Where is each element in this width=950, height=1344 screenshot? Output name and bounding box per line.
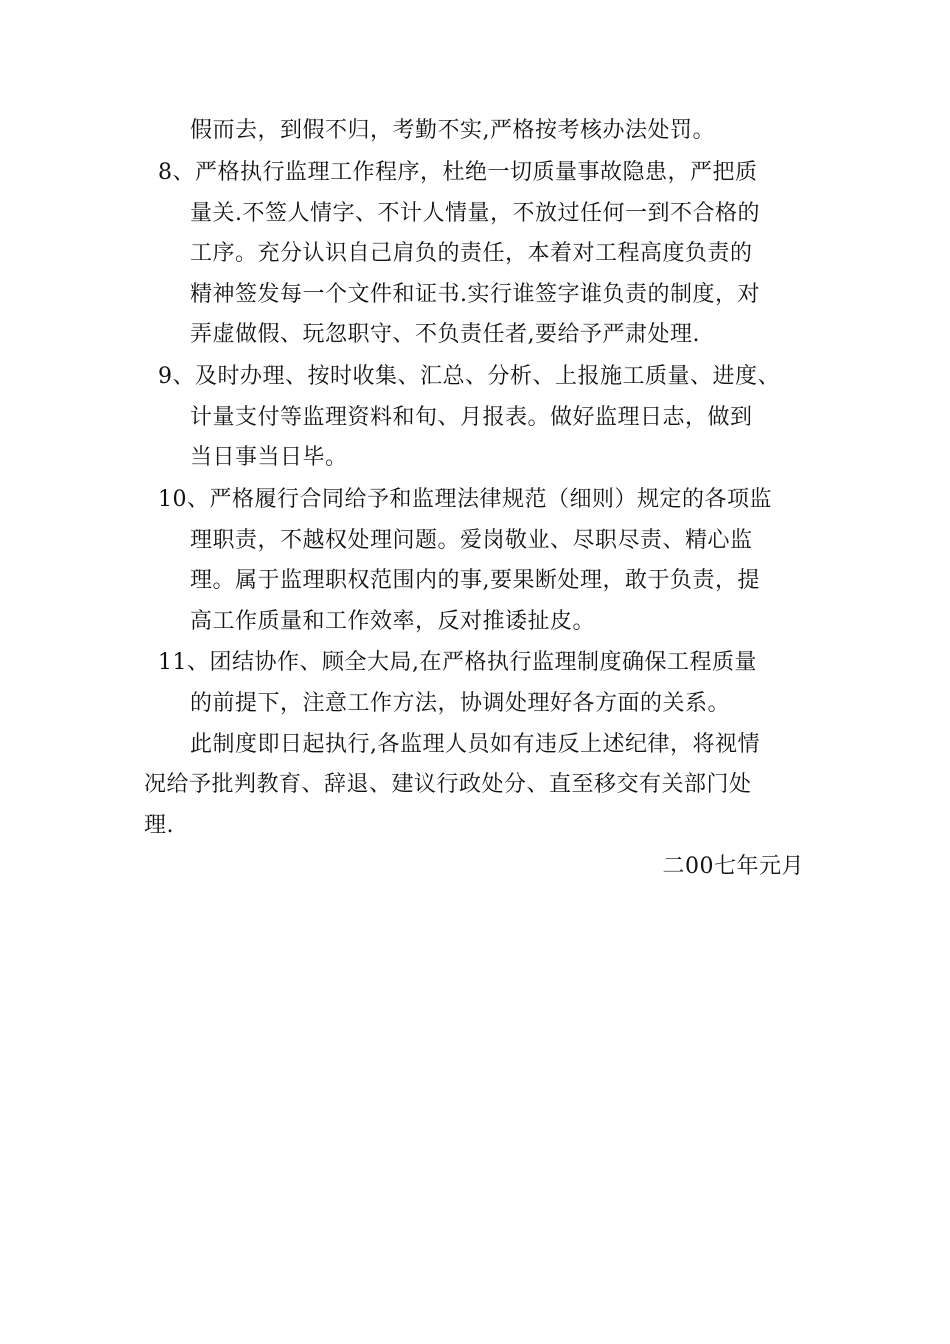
item-11-line-2: 的前提下，注意工作方法，协调处理好各方面的关系。 [190, 691, 731, 716]
continuation-text: 假而去，到假不归，考勤不实,严格按考核办法处罚。 [190, 118, 715, 143]
item-9-line-2: 计量支付等监理资料和旬、月报表。做好监理日志，做到 [190, 405, 753, 430]
item-8-line-3: 工序。充分认识自己肩负的责任，本着对工程高度负责的 [190, 241, 753, 266]
item-11-line-1 [158, 643, 757, 683]
item-number: 10、 [158, 487, 210, 512]
item-10-line-3: 理。属于监理职权范围内的事,要果断处理，敢于负责，提 [190, 568, 760, 593]
item-9-line-3: 当日事当日毕。 [190, 445, 348, 470]
document-date: 二00七年元月 [662, 854, 804, 879]
item-number: 9、 [158, 364, 195, 389]
item-8-line-2: 量关.不签人情字、不计人情量，不放过任何一到不合格的 [190, 201, 760, 226]
item-8-line-4: 精神签发每一个文件和证书.实行谁签字谁负责的制度，对 [190, 282, 760, 307]
closing-line-2: 况给予批判教育、辞退、建议行政处分、直至移交有关部门处 [144, 772, 752, 797]
item-number: 11、 [158, 650, 210, 675]
closing-line-3: 理. [144, 813, 174, 838]
item-8-line-5: 弄虚做假、玩忽职守、不负责任者,要给予严肃处理. [190, 322, 700, 347]
item-text: 及时办理、按时收集、汇总、分析、上报施工质量、进度、 [195, 364, 781, 389]
item-number: 8、 [158, 160, 195, 185]
item-10-line-4: 高工作质量和工作效率，反对推诿扯皮。 [190, 609, 596, 634]
item-10-line-1 [158, 480, 772, 520]
item-text: 严格履行合同给予和监理法律规范（细则）规定的各项监 [209, 487, 773, 512]
item-text: 严格执行监理工作程序，杜绝一切质量事故隐患，严把质 [195, 160, 758, 185]
item-10-line-2: 理职责，不越权处理问题。爱岗敬业、尽职尽责、精心监 [190, 528, 753, 553]
item-9-line-1 [158, 357, 780, 397]
item-text: 团结协作、顾全大局,在严格执行监理制度确保工程质量 [209, 650, 757, 675]
closing-line-1: 此制度即日起执行,各监理人员如有违反上述纪律，将视情 [190, 732, 760, 757]
item-8-line-1 [158, 153, 758, 193]
